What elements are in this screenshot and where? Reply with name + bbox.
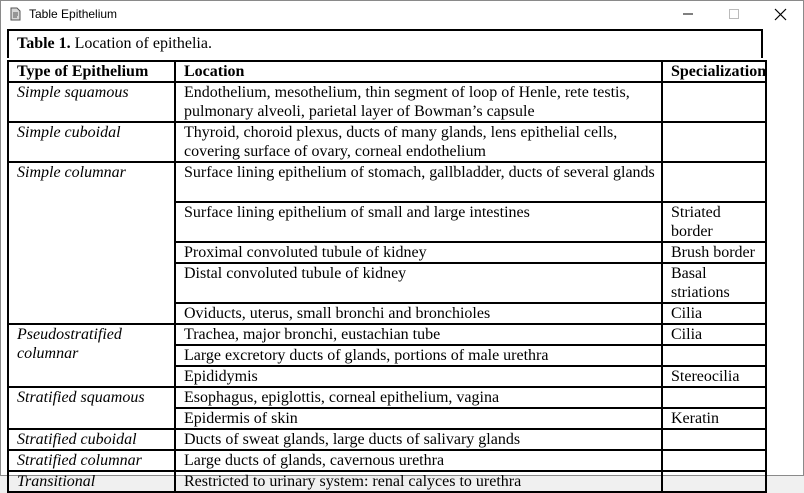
table-row bbox=[8, 202, 766, 242]
table-caption bbox=[7, 29, 763, 58]
table-row bbox=[8, 408, 766, 429]
cell-type: Stratified squamous bbox=[8, 387, 175, 408]
cell-location: Epidermis of skin bbox=[175, 408, 662, 429]
cell-specialization bbox=[662, 82, 766, 122]
cell-location: Proximal convoluted tubule of kidney bbox=[175, 242, 662, 263]
window-title: Table Epithelium bbox=[29, 7, 118, 21]
cell-type: Simple cuboidal bbox=[8, 122, 175, 162]
cell-location: Thyroid, choroid plexus, ducts of many glands, lens epithelial cells, covering surface of ovary, corneal endothelium bbox=[175, 122, 662, 162]
close-button[interactable] bbox=[757, 1, 803, 27]
table-row bbox=[8, 82, 766, 122]
cell-type bbox=[8, 202, 175, 242]
cell-specialization: Keratin bbox=[662, 408, 766, 429]
cell-type: Simple columnar bbox=[8, 162, 175, 202]
table-row bbox=[8, 122, 766, 162]
cell-location: Epididymis bbox=[175, 366, 662, 387]
caption-text: Location of epithelia. bbox=[70, 35, 212, 52]
header-type: Type of Epithelium bbox=[8, 61, 175, 82]
table-row bbox=[8, 162, 766, 202]
cell-location: Restricted to urinary system: renal calyces to urethra bbox=[175, 471, 662, 492]
cell-type: Stratified cuboidal bbox=[8, 429, 175, 450]
table-row bbox=[8, 303, 766, 324]
table-row bbox=[8, 471, 766, 492]
maximize-button[interactable] bbox=[711, 1, 757, 27]
cell-type bbox=[8, 303, 175, 324]
cell-specialization: Cilia bbox=[662, 303, 766, 324]
cell-location: Surface lining epithelium of small and large intestines bbox=[175, 202, 662, 242]
cell-specialization: Striated border bbox=[662, 202, 766, 242]
cell-location: Esophagus, epiglottis, corneal epithelium, vagina bbox=[175, 387, 662, 408]
cell-type bbox=[8, 263, 175, 303]
cell-specialization bbox=[662, 429, 766, 450]
title-bar[interactable] bbox=[1, 1, 803, 27]
cell-location: Trachea, major bronchi, eustachian tube bbox=[175, 324, 662, 345]
table-row bbox=[8, 242, 766, 263]
cell-location: Surface lining epithelium of stomach, gallbladder, ducts of several glands bbox=[175, 162, 662, 202]
app-icon bbox=[7, 6, 23, 22]
cell-type: Simple squamous bbox=[8, 82, 175, 122]
cell-location: Large excretory ducts of glands, portions of male urethra bbox=[175, 345, 662, 366]
cell-specialization bbox=[662, 387, 766, 408]
cell-type bbox=[8, 366, 175, 387]
table-row bbox=[8, 450, 766, 471]
cell-location: Ducts of sweat glands, large ducts of salivary glands bbox=[175, 429, 662, 450]
close-icon bbox=[775, 9, 786, 20]
cell-specialization bbox=[662, 471, 766, 492]
table-row bbox=[8, 429, 766, 450]
cell-type: Stratified columnar bbox=[8, 450, 175, 471]
cell-location: Oviducts, uterus, small bronchi and bronchioles bbox=[175, 303, 662, 324]
cell-type: Transitional bbox=[8, 471, 175, 492]
cell-location: Distal convoluted tubule of kidney bbox=[175, 263, 662, 303]
header-location: Location bbox=[175, 61, 662, 82]
cell-type bbox=[8, 408, 175, 429]
table-row bbox=[8, 387, 766, 408]
cell-type: Pseudostratified columnar bbox=[8, 324, 175, 366]
table-row bbox=[8, 263, 766, 303]
cell-specialization: Brush border bbox=[662, 242, 766, 263]
epithelium-table bbox=[7, 60, 767, 493]
cell-specialization: Stereocilia bbox=[662, 366, 766, 387]
table-row bbox=[8, 324, 766, 345]
minimize-button[interactable] bbox=[665, 1, 711, 27]
cell-specialization bbox=[662, 345, 766, 366]
header-specialization: Specialization bbox=[662, 61, 766, 82]
minimize-icon bbox=[683, 9, 693, 19]
cell-location: Large ducts of glands, cavernous urethra bbox=[175, 450, 662, 471]
cell-specialization bbox=[662, 122, 766, 162]
cell-specialization: Cilia bbox=[662, 324, 766, 345]
maximize-icon bbox=[729, 9, 739, 19]
cell-specialization: Basal striations bbox=[662, 263, 766, 303]
cell-specialization bbox=[662, 450, 766, 471]
header-row bbox=[8, 61, 766, 82]
document-content bbox=[7, 29, 767, 490]
table-row bbox=[8, 366, 766, 387]
cell-specialization bbox=[662, 162, 766, 202]
caption-label: Table 1. bbox=[17, 35, 71, 52]
cell-location: Endothelium, mesothelium, thin segment of loop of Henle, rete testis, pulmonary alveoli, parietal layer of Bowman’s capsule bbox=[175, 82, 662, 122]
cell-type bbox=[8, 242, 175, 263]
